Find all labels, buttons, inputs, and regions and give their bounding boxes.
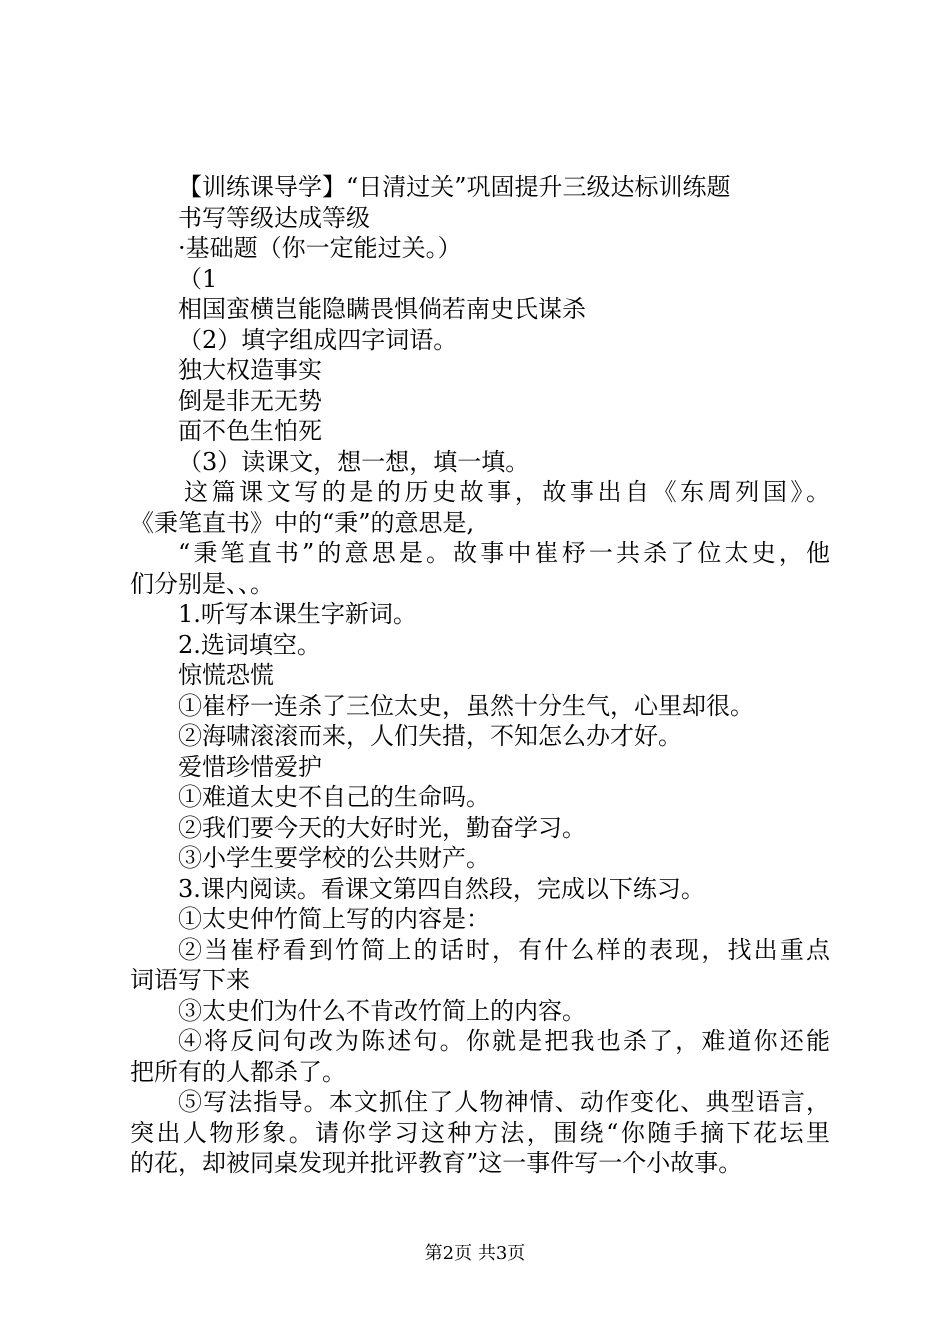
grade-line: 书写等级达成等级 [178,203,370,232]
word-choice-set-1: 惊慌恐慌 [178,661,274,689]
idiom-row-1: 独大权造事实 [178,356,322,384]
task-1-dictation: 1.听写本课生字新词。 [178,600,417,628]
task-2-fill-words: 2.选词填空。 [178,630,321,659]
question-2-heading: （2）填字组成四字词语。 [178,325,458,354]
question-1-label: （1 [178,264,218,293]
writing-guidance: ⑤写法指导。本文抓住了人物神情、动作变化、典型语言， [178,1088,830,1116]
page-number-footer: 第2页 共3页 [424,1243,526,1264]
fill-sentence: ③小学生要学校的公共财产。 [178,844,490,872]
paragraph-line: 这篇课文写的是的历史故事，故事出自《东周列国》。 [184,478,830,506]
reading-question: ①太史仲竹简上写的内容是： [178,905,490,933]
reading-question: ④将反问句改为陈述句。你就是把我也杀了，难道你还能 [178,1027,830,1055]
section-heading-basic: ·基础题（你一定能过关。） [178,234,462,262]
document-body [130,172,830,1179]
idiom-row-3: 面不色生怕死 [178,417,322,445]
paragraph-line: 们分别是、、。 [130,569,274,598]
fill-sentence: ①难道太史不自己的生命吗。 [178,783,490,811]
task-3-reading: 3.课内阅读。看课文第四自然段，完成以下练习。 [178,874,705,903]
reading-question: ③太史们为什么不肯改竹简上的内容。 [178,996,586,1025]
reading-question: ②当崔杼看到竹简上的话时，有什么样的表现，找出重点 [178,935,830,964]
fill-sentence: ②海啸滚滚而来，人们失措，不知怎么办才好。 [178,722,682,750]
fill-sentence: ②我们要今天的大好时光，勤奋学习。 [178,813,586,842]
writing-guidance-continued: 的花，却被同桌发现并批评教育”这一事件写一个小故事。 [130,1149,743,1177]
question-3-heading: （3）读课文，想一想，填一填。 [178,447,530,476]
vocabulary-words: 相国蛮横岂能隐瞒畏惧倘若南史氏谋杀 [178,295,586,323]
word-choice-set-2: 爱惜珍惜爱护 [178,752,322,781]
reading-question-continued: 把所有的人都杀了。 [130,1057,346,1086]
paragraph-line: 《秉笔直书》中的“秉”的意思是, [130,508,475,537]
exercise-title: 【训练课导学】“日清过关”巩固提升三级达标训练题 [178,173,731,201]
fill-sentence: ①崔杼一连杀了三位太史，虽然十分生气，心里却很。 [178,691,754,720]
paragraph-line: “秉笔直书”的意思是。故事中崔杼一共杀了位太史，他 [178,539,830,567]
idiom-row-2: 倒是非无无势 [178,386,322,415]
reading-question-continued: 词语写下来 [130,966,250,994]
writing-guidance-continued: 突出人物形象。请你学习这种方法，围绕“你随手摘下花坛里 [130,1118,830,1147]
